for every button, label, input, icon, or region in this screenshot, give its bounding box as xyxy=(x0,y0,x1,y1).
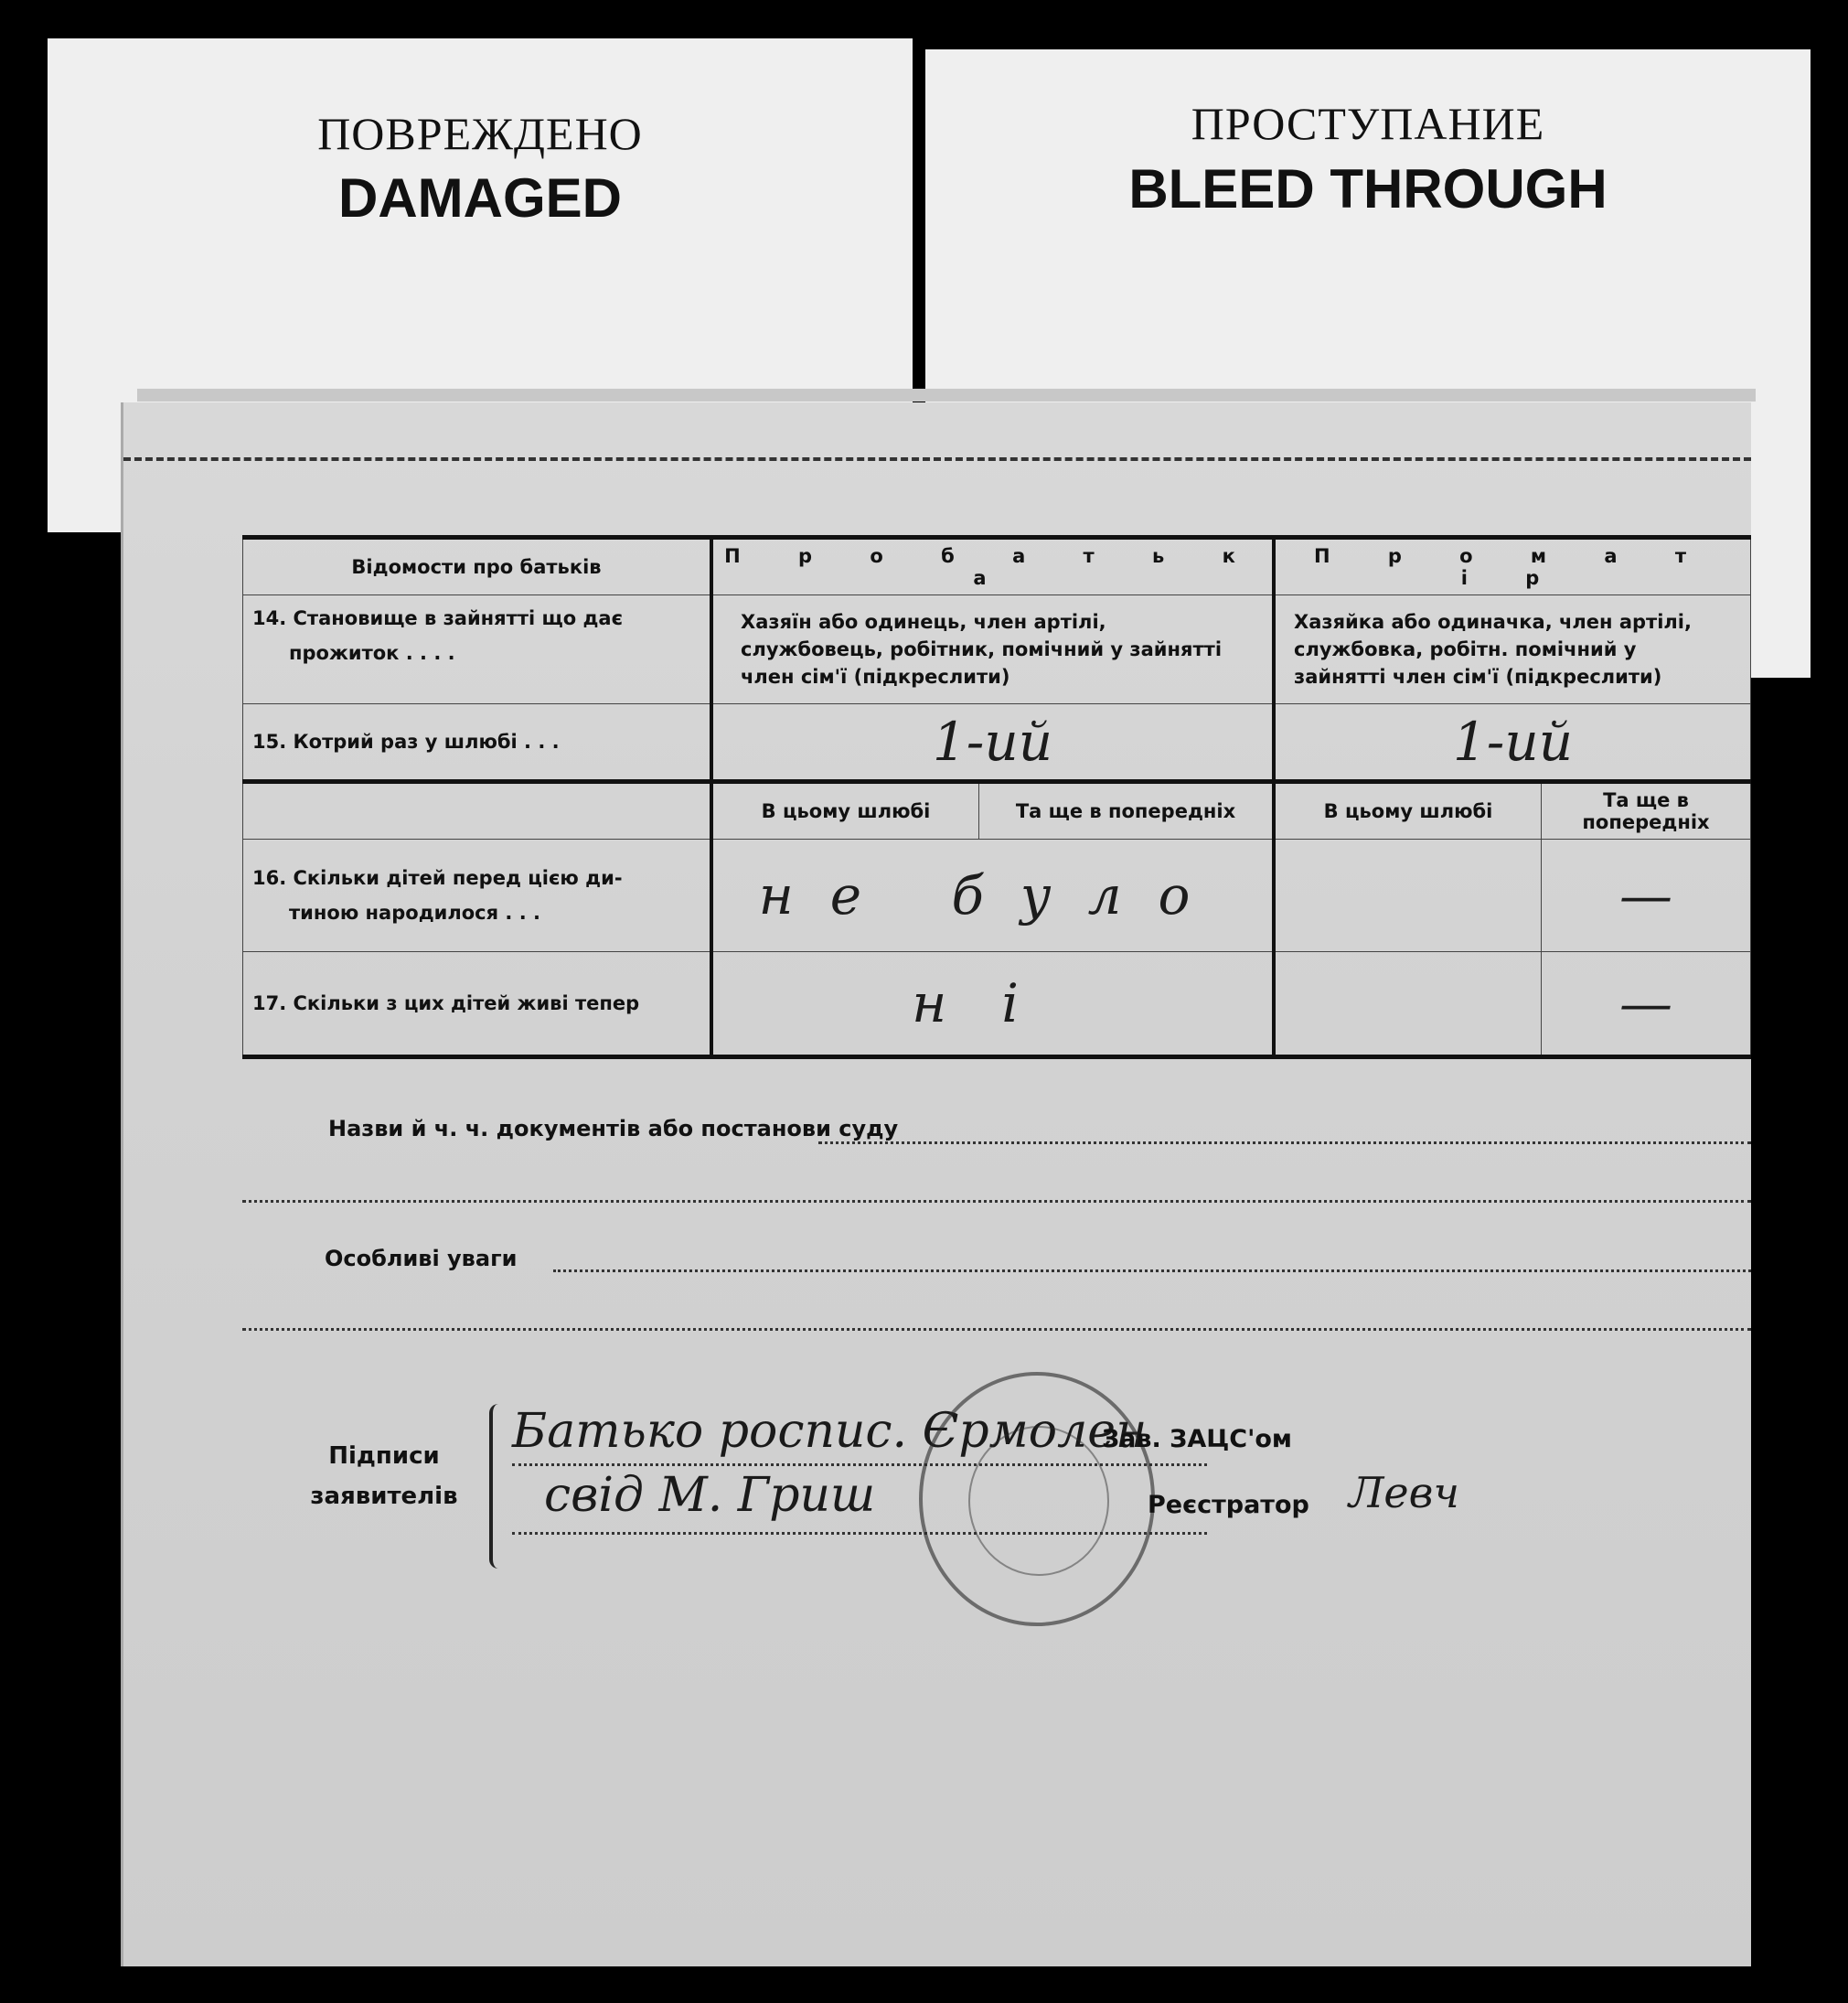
damaged-label-ru: ПОВРЕЖДЕНО xyxy=(317,108,643,159)
row-17-mother-this xyxy=(1274,952,1542,1057)
row-16-label-line1: 16. Скільки дітей перед цією ди- xyxy=(252,867,623,889)
row-16-label-line2: тиною народилося . . . xyxy=(289,902,540,924)
subheader-mother-this: В цьому шлюбі xyxy=(1274,782,1542,840)
subheader-mother-prev: Та ще в попередніх xyxy=(1542,782,1751,840)
header-about-mother: П р о м а т і р xyxy=(1274,538,1751,595)
row-15-marriage-count xyxy=(243,704,1751,782)
documents-dotline-2 xyxy=(242,1200,1751,1203)
notes-label: Особливі уваги xyxy=(325,1246,518,1271)
registration-form-page xyxy=(121,402,1751,1966)
row-14-label xyxy=(243,595,712,704)
table-header-row xyxy=(243,538,1751,595)
parents-info-table xyxy=(242,535,1751,1059)
document-edge xyxy=(137,389,1756,402)
official-stamp-emblem xyxy=(968,1426,1109,1576)
registrar-label: Реєстратор xyxy=(1148,1491,1309,1519)
bleed-through-label-en: BLEED THROUGH xyxy=(1128,158,1608,220)
row-15-label: 15. Котрий раз у шлюбі . . . xyxy=(243,704,712,782)
documents-label: Назви й ч. ч. документів або постанови суду xyxy=(328,1116,899,1141)
signatures-label-line1: Підписи xyxy=(328,1442,440,1470)
row-14-occupation xyxy=(243,595,1751,704)
applicant-signature-1: Батько роспис. Єрмолен xyxy=(512,1404,1148,1459)
bleed-through-label-ru: ПРОСТУПАНИЕ xyxy=(1191,98,1545,149)
row-17-children-alive xyxy=(243,952,1751,1057)
row-14-label-line1: 14. Становище в зайнятті що дає xyxy=(252,607,624,629)
applicants-signatures-label xyxy=(297,1436,471,1516)
row-14-father-options: Хазяїн або одинець, член артілі, службовець, робітник, помічний у зайнятті член сім'ї (підкреслити) xyxy=(711,595,1274,704)
header-about-father: П р о б а т ь к а xyxy=(711,538,1274,595)
row-14-mother-options: Хазяйка або одиначка, член артілі, службовка, робітн. помічний у зайнятті член сім'ї (підкреслити) xyxy=(1274,595,1751,704)
row-14-label-line2: прожиток . . . . xyxy=(289,642,455,664)
row-15-father-value: 1-ий xyxy=(711,704,1274,782)
notes-dotline-1 xyxy=(553,1269,1751,1272)
subheader-father-this: В цьому шлюбі xyxy=(711,782,979,840)
signatures-brace xyxy=(489,1404,509,1569)
documents-dotline-1 xyxy=(818,1141,1751,1144)
row-15-mother-value: 1-ий xyxy=(1274,704,1751,782)
applicant-signature-2: свід М. Гриш xyxy=(544,1468,876,1523)
notes-dotline-2 xyxy=(242,1328,1751,1331)
children-subheader-row xyxy=(243,782,1751,840)
registrar-signature: Левч xyxy=(1349,1468,1459,1517)
row-16-children-born xyxy=(243,840,1751,952)
perforation-line xyxy=(123,457,1751,461)
header-parents-info: Відомости про батьків xyxy=(243,538,712,595)
children-subheader-blank xyxy=(243,782,712,840)
signatures-label-line2: заявителів xyxy=(310,1483,458,1510)
row-17-father-this: ні xyxy=(711,952,1274,1057)
head-of-registry-label: Зав. ЗАЦС'ом xyxy=(1102,1425,1292,1453)
row-16-mother-prev: — xyxy=(1542,840,1751,952)
official-stamp xyxy=(919,1372,1155,1626)
row-16-label xyxy=(243,840,712,952)
row-16-mother-this xyxy=(1274,840,1542,952)
row-17-mother-prev: — xyxy=(1542,952,1751,1057)
row-16-father-this: не було xyxy=(711,840,1274,952)
row-17-label: 17. Скільки з цих дітей живі тепер xyxy=(243,952,712,1057)
damaged-label-en: DAMAGED xyxy=(338,167,622,229)
subheader-father-prev: Та ще в попередніх xyxy=(979,782,1275,840)
